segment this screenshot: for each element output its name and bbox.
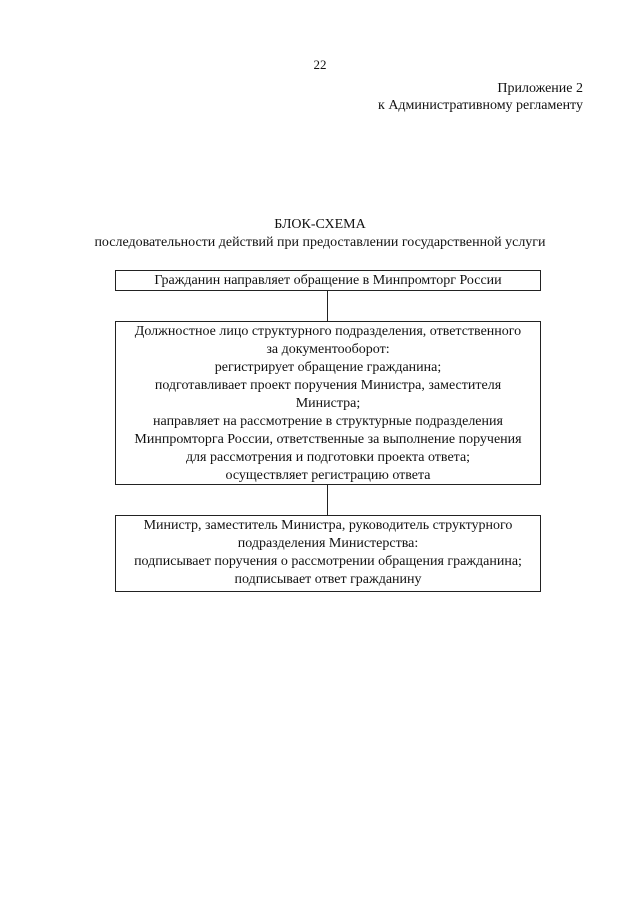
title-subtitle: последовательности действий при предоставлении государственной услуги: [94, 235, 546, 250]
step-3-line: подписывает поручения о рассмотрении обращения гражданина;: [134, 554, 522, 569]
step-2-line: Должностное лицо структурного подразделения, ответственного: [134, 324, 522, 339]
step-2-line: для рассмотрения и подготовки проекта ответа;: [185, 450, 471, 465]
step-3-line: Министр, заместитель Министра, руководитель структурного: [143, 518, 513, 533]
connector-line-2: [327, 485, 328, 515]
appendix-line-1: Приложение 2: [497, 81, 583, 96]
step-2-line: за документооборот:: [266, 342, 390, 357]
appendix-label: [378, 80, 583, 114]
step-3-line: подразделения Министерства:: [237, 536, 419, 551]
step-2-line: осуществляет регистрацию ответа: [225, 468, 431, 483]
appendix-line-2: к Административному регламенту: [378, 98, 583, 113]
connector-line-1: [327, 291, 328, 321]
step-1-line: Гражданин направляет обращение в Минпромторг России: [154, 273, 502, 288]
step-2-line: регистрирует обращение гражданина;: [214, 360, 442, 375]
step-3-line: подписывает ответ гражданину: [234, 572, 422, 587]
title-heading: БЛОК-СХЕМА: [274, 217, 366, 232]
step-2-line: Министра;: [295, 396, 361, 411]
flowchart-step-3: [115, 515, 541, 592]
document-title: [0, 216, 640, 252]
flowchart-step-2: [115, 321, 541, 485]
page-number: 22: [313, 57, 327, 72]
step-2-line: подготавливает проект поручения Министра, заместителя: [154, 378, 502, 393]
step-2-line: Минпромторга России, ответственные за выполнение поручения: [134, 432, 522, 447]
flowchart-step-1: [115, 270, 541, 291]
step-2-line: направляет на рассмотрение в структурные подразделения: [153, 414, 503, 429]
